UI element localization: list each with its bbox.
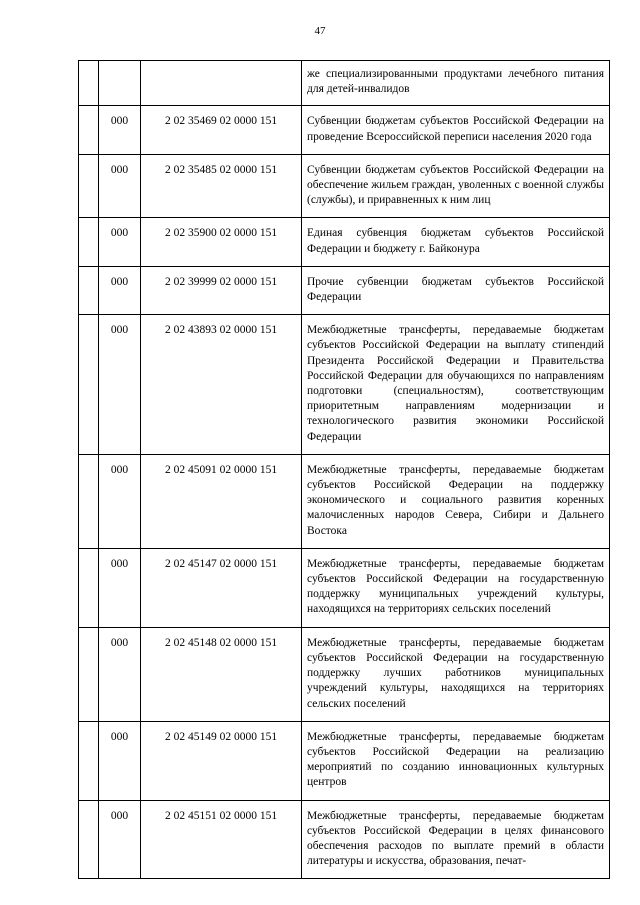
admin-code-cell: 000 xyxy=(99,454,141,548)
budget-code-cell: 2 02 35469 02 0000 151 xyxy=(141,106,302,154)
table-row xyxy=(79,266,610,314)
budget-code-cell: 2 02 39999 02 0000 151 xyxy=(141,266,302,314)
budget-code-cell: 2 02 35485 02 0000 151 xyxy=(141,154,302,218)
admin-code-cell: 000 xyxy=(99,106,141,154)
table-row xyxy=(79,106,610,154)
description-cell: Единая субвенция бюджетам субъектов Российской Федерации и бюджету г. Байконура xyxy=(302,218,610,266)
admin-code-cell: 000 xyxy=(99,218,141,266)
budget-code-cell: 2 02 43893 02 0000 151 xyxy=(141,315,302,455)
budget-code-cell: 2 02 45151 02 0000 151 xyxy=(141,800,302,879)
description-cell: Межбюджетные трансферты, передаваемые бюджетам субъектов Российской Федерации на выплату стипендий Президента Российской Федерации и Правительства Российской Федерации для обучающихся по направлениям подготовки (специальностям), соответствующим приоритетным направлениям модернизации и технологического развития экономики Российской Федерации xyxy=(302,315,610,455)
admin-code-cell: 000 xyxy=(99,721,141,800)
description-cell: Субвенции бюджетам субъектов Российской Федерации на проведение Всероссийской переписи населения 2020 года xyxy=(302,106,610,154)
table-row xyxy=(79,218,610,266)
empty-cell xyxy=(79,454,99,548)
budget-code-cell xyxy=(141,61,302,106)
description-cell: Межбюджетные трансферты, передаваемые бюджетам субъектов Российской Федерации на государственную поддержку лучших работников муниципальных учреждений культуры, находящихся на территориях сельских поселений xyxy=(302,627,610,721)
empty-cell xyxy=(79,61,99,106)
description-cell: же специализированными продуктами лечебного питания для детей-инвалидов xyxy=(302,61,610,106)
empty-cell xyxy=(79,154,99,218)
table-row xyxy=(79,627,610,721)
table-row xyxy=(79,154,610,218)
table-row xyxy=(79,800,610,879)
empty-cell xyxy=(79,627,99,721)
empty-cell xyxy=(79,721,99,800)
empty-cell xyxy=(79,266,99,314)
empty-cell xyxy=(79,106,99,154)
table-row xyxy=(79,61,610,106)
table-row xyxy=(79,454,610,548)
description-cell: Межбюджетные трансферты, передаваемые бюджетам субъектов Российской Федерации на поддержку экономического и социального развития коренных малочисленных народов Севера, Сибири и Дальнего Востока xyxy=(302,454,610,548)
empty-cell xyxy=(79,315,99,455)
admin-code-cell xyxy=(99,61,141,106)
description-cell: Прочие субвенции бюджетам субъектов Российской Федерации xyxy=(302,266,610,314)
budget-code-cell: 2 02 35900 02 0000 151 xyxy=(141,218,302,266)
admin-code-cell: 000 xyxy=(99,548,141,627)
description-cell: Межбюджетные трансферты, передаваемые бюджетам субъектов Российской Федерации в целях финансового обеспечения расходов по выплате премий в области литературы и искусства, образования, печат- xyxy=(302,800,610,879)
table-row xyxy=(79,721,610,800)
budget-code-cell: 2 02 45091 02 0000 151 xyxy=(141,454,302,548)
admin-code-cell: 000 xyxy=(99,266,141,314)
empty-cell xyxy=(79,548,99,627)
admin-code-cell: 000 xyxy=(99,315,141,455)
budget-code-cell: 2 02 45148 02 0000 151 xyxy=(141,627,302,721)
admin-code-cell: 000 xyxy=(99,154,141,218)
empty-cell xyxy=(79,218,99,266)
admin-code-cell: 000 xyxy=(99,800,141,879)
description-cell: Субвенции бюджетам субъектов Российской Федерации на обеспечение жильем граждан, уволенных с военной службы (службы), и приравненных к ним лиц xyxy=(302,154,610,218)
description-cell: Межбюджетные трансферты, передаваемые бюджетам субъектов Российской Федерации на государственную поддержку муниципальных учреждений культуры, находящихся на территориях сельских поселений xyxy=(302,548,610,627)
table-row xyxy=(79,315,610,455)
budget-codes-table xyxy=(78,60,610,879)
page-number: 47 xyxy=(314,25,326,37)
empty-cell xyxy=(79,800,99,879)
description-cell: Межбюджетные трансферты, передаваемые бюджетам субъектов Российской Федерации на реализацию мероприятий по созданию инновационных культурных центров xyxy=(302,721,610,800)
budget-code-cell: 2 02 45147 02 0000 151 xyxy=(141,548,302,627)
table-row xyxy=(79,548,610,627)
budget-code-cell: 2 02 45149 02 0000 151 xyxy=(141,721,302,800)
admin-code-cell: 000 xyxy=(99,627,141,721)
